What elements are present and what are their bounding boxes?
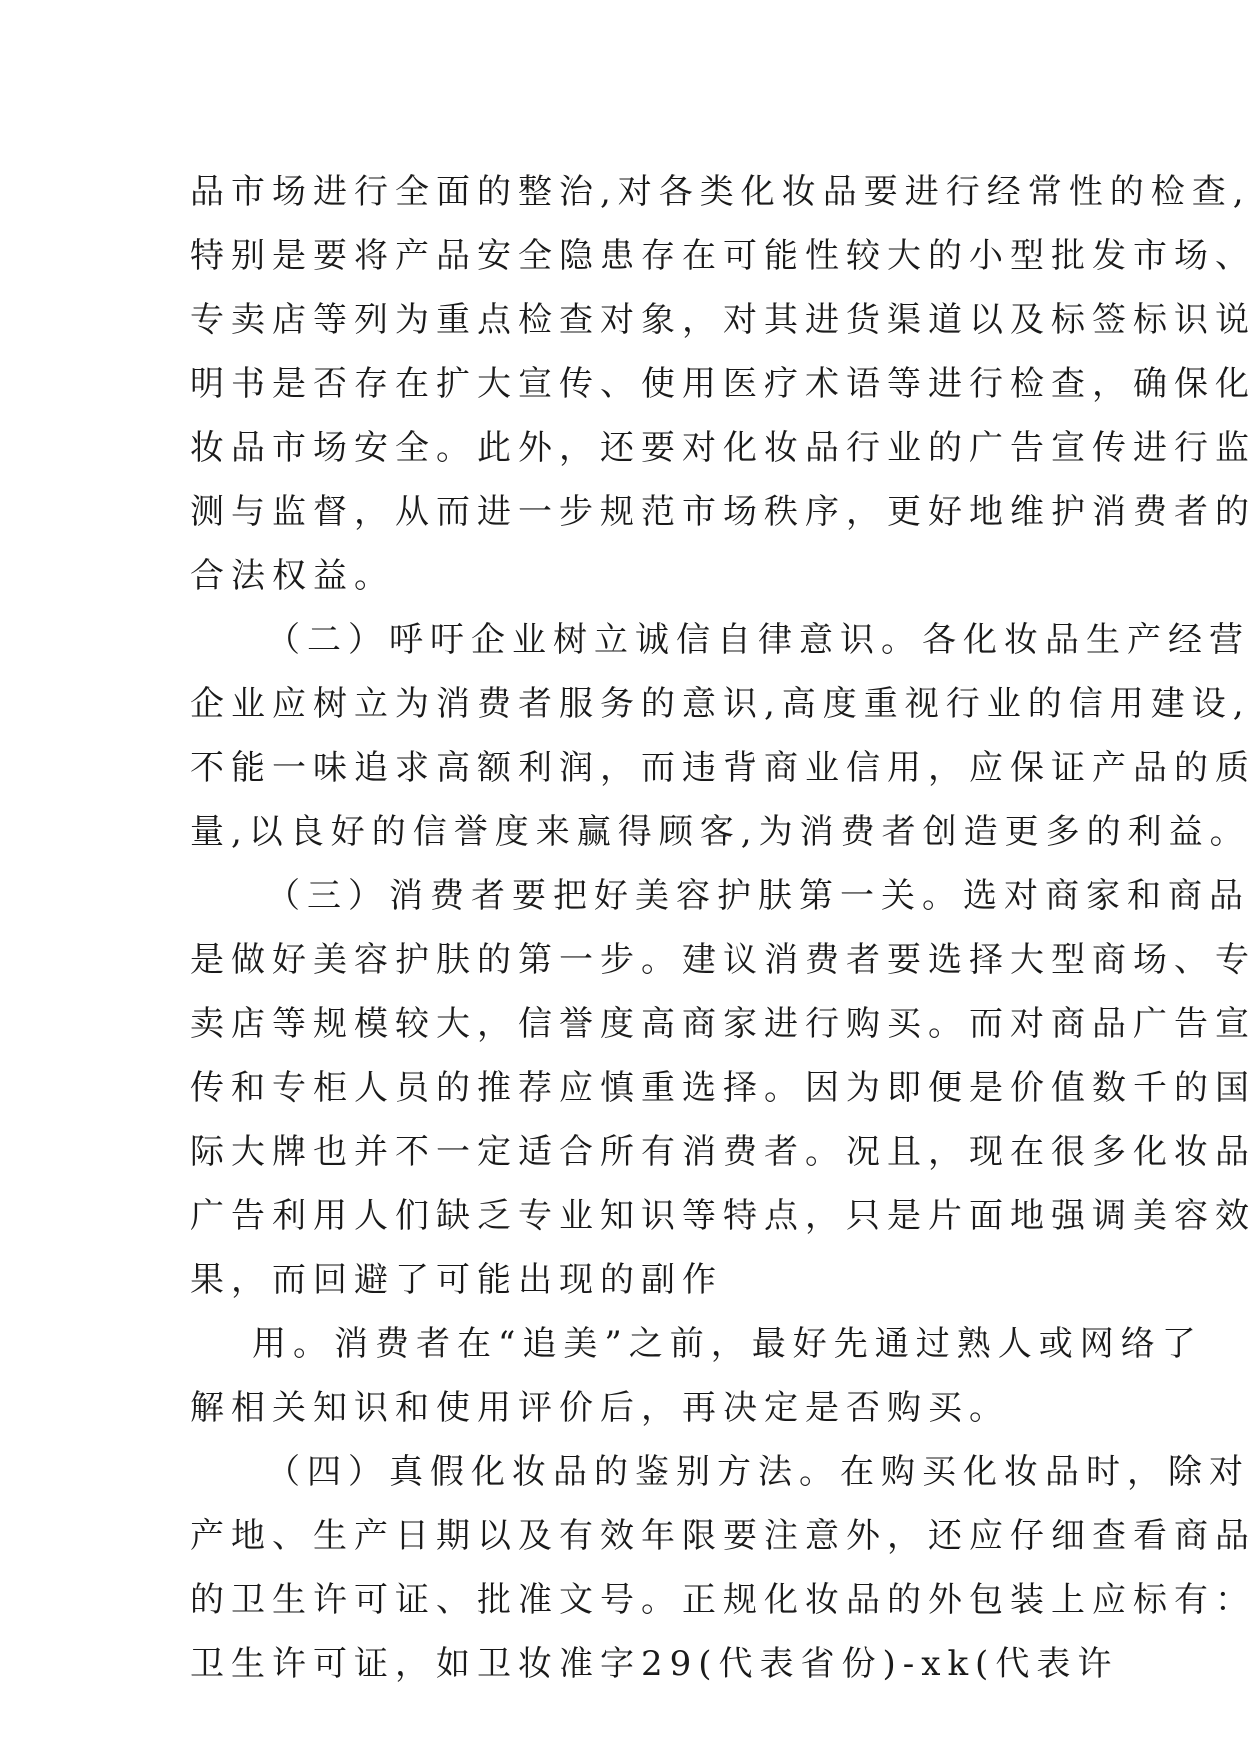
text-line: 卫生许可证，如卫妆准字29(代表省份)-xk(代表许 <box>190 1644 1119 1684</box>
text-line: 专卖店等列为重点检查对象，对其进货渠道以及标签标识说 <box>190 300 1256 340</box>
text-line: 企业应树立为消费者服务的意识,高度重视行业的信用建设, <box>190 684 1251 724</box>
text-line: 是做好美容护肤的第一步。建议消费者要选择大型商场、专 <box>190 940 1256 980</box>
text-line: 的卫生许可证、批准文号。正规化妆品的外包装上应标有： <box>190 1580 1256 1620</box>
paragraph-heading-line: （三）消费者要把好美容护肤第一关。选对商家和商品 <box>266 876 1250 916</box>
text-line: 明书是否存在扩大宣传、使用医疗术语等进行检查，确保化 <box>190 364 1256 404</box>
text-line: 特别是要将产品安全隐患存在可能性较大的小型批发市场、 <box>190 236 1256 276</box>
text-line: 妆品市场安全。此外，还要对化妆品行业的广告宣传进行监 <box>190 428 1256 468</box>
text-line: 合法权益。 <box>190 556 395 596</box>
text-line: 传和专柜人员的推荐应慎重选择。因为即便是价值数千的国 <box>190 1068 1256 1108</box>
paragraph-heading-line: （二）呼吁企业树立诚信自律意识。各化妆品生产经营 <box>266 620 1250 660</box>
text-line: 卖店等规模较大，信誉度高商家进行购买。而对商品广告宣 <box>190 1004 1256 1044</box>
text-line: 产地、生产日期以及有效年限要注意外，还应仔细查看商品 <box>190 1516 1256 1556</box>
text-line: 果，而回避了可能出现的副作 <box>190 1260 723 1300</box>
text-line: 品市场进行全面的整治,对各类化妆品要进行经常性的检查, <box>190 172 1251 212</box>
text-line: 用。消费者在“追美”之前，最好先通过熟人或网络了 <box>252 1324 1203 1364</box>
body-text <box>190 160 1256 1696</box>
text-line: 量,以良好的信誉度来赢得顾客,为消费者创造更多的利益。 <box>190 812 1251 852</box>
text-line: 不能一味追求高额利润，而违背商业信用，应保证产品的质 <box>190 748 1256 788</box>
paragraph-heading-line: （四）真假化妆品的鉴别方法。在购买化妆品时，除对 <box>266 1452 1250 1492</box>
text-line: 解相关知识和使用评价后，再决定是否购买。 <box>190 1388 1010 1428</box>
text-line: 广告利用人们缺乏专业知识等特点，只是片面地强调美容效 <box>190 1196 1256 1236</box>
text-line: 际大牌也并不一定适合所有消费者。况且，现在很多化妆品 <box>190 1132 1256 1172</box>
text-line: 测与监督，从而进一步规范市场秩序，更好地维护消费者的 <box>190 492 1256 532</box>
